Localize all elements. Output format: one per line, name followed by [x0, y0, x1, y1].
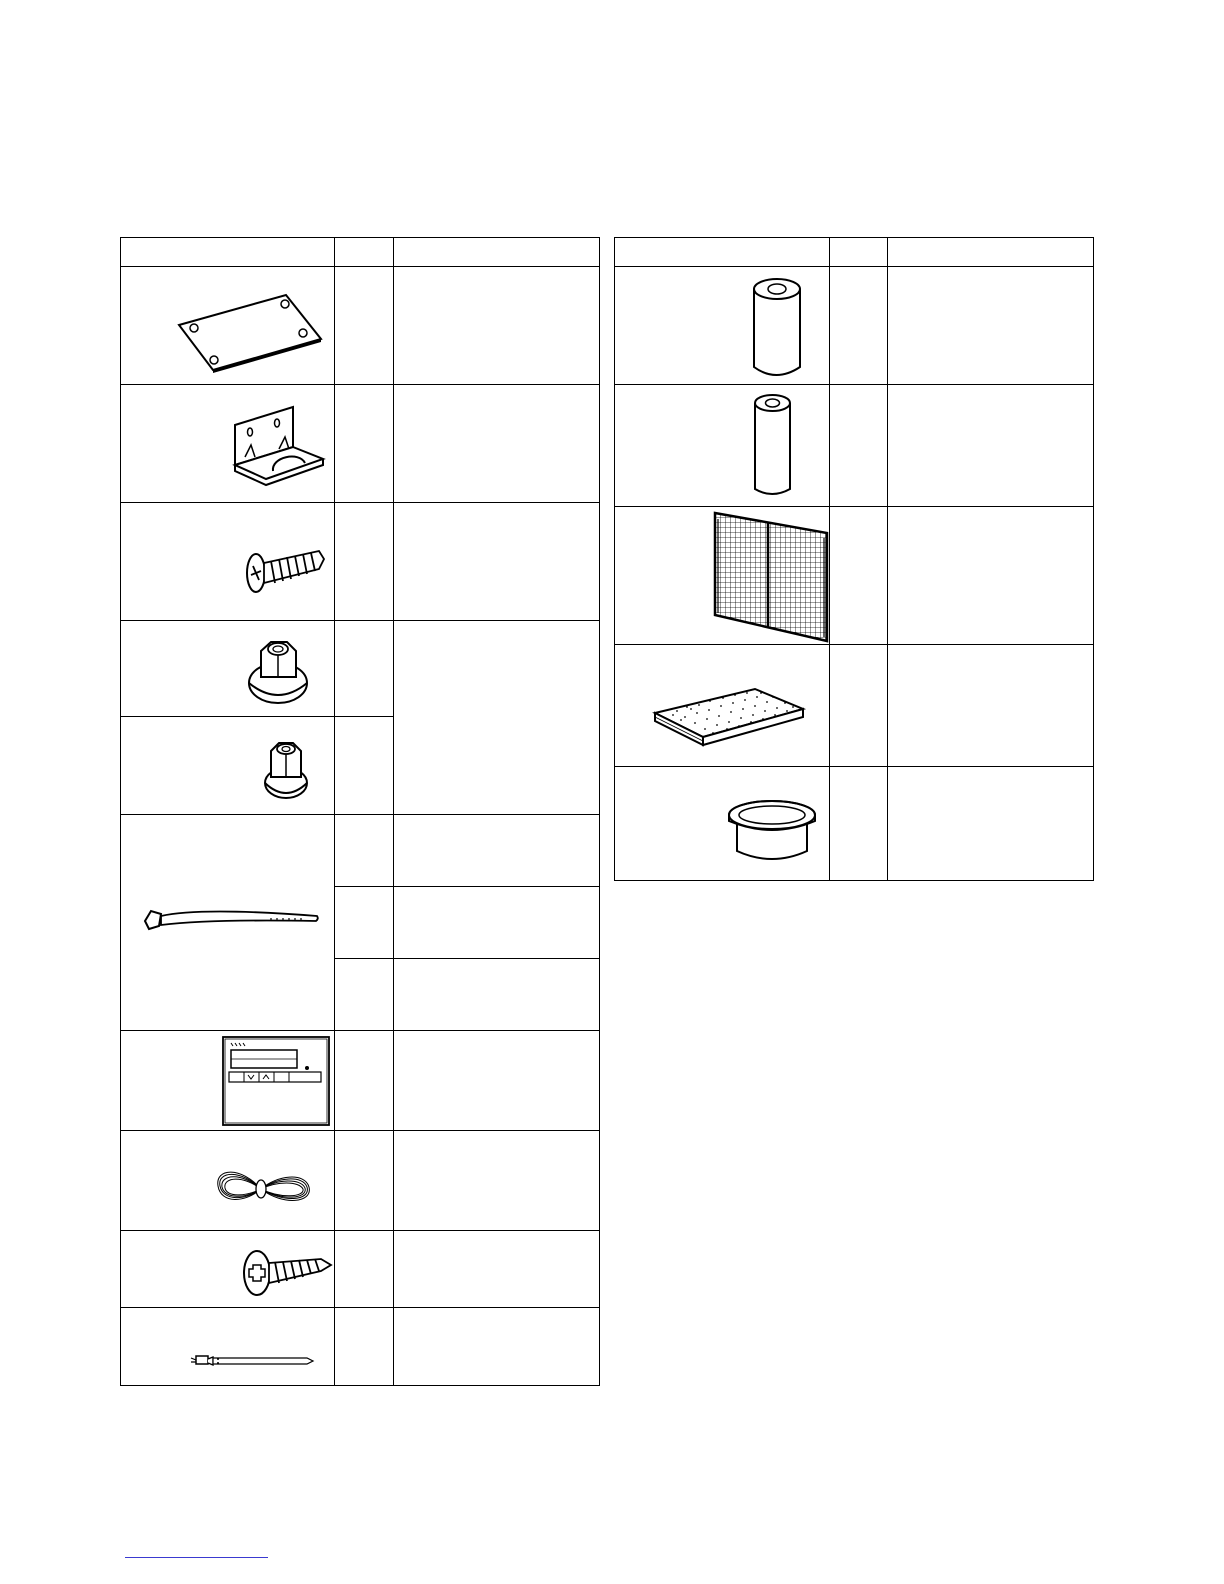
- coiled-wire-icon: [121, 1131, 335, 1231]
- desc-cell: [888, 507, 1094, 645]
- header-part: [121, 238, 335, 267]
- header-qty: [830, 238, 888, 267]
- desc-cell: [394, 503, 600, 621]
- part-figure-cell: [121, 621, 335, 717]
- qty-cell: [335, 1308, 394, 1386]
- flat-plate-with-holes-icon: [121, 267, 335, 385]
- table-header-row: [121, 238, 600, 267]
- table-row: [121, 1031, 600, 1131]
- wood-screw-icon: [121, 1231, 335, 1308]
- table-row: [121, 267, 600, 385]
- desc-cell: [888, 385, 1094, 507]
- qty-cell: [335, 959, 394, 1031]
- part-figure-cell: [121, 1031, 335, 1131]
- truss-head-screw-icon: [121, 503, 335, 621]
- qty-cell: [830, 267, 888, 385]
- right-accessory-table: [614, 237, 1094, 881]
- table-row: [121, 1131, 600, 1231]
- header-part: [615, 238, 830, 267]
- left-accessory-table: [120, 237, 600, 1386]
- qty-cell: [335, 1031, 394, 1131]
- table-row: [121, 621, 600, 717]
- sealing-sponge-icon: [615, 645, 830, 767]
- desc-cell: [394, 959, 600, 1031]
- desc-cell: [394, 1231, 600, 1308]
- qty-cell: [830, 767, 888, 881]
- part-figure-cell: [121, 385, 335, 503]
- table-row: [615, 767, 1094, 881]
- qty-cell: [335, 267, 394, 385]
- table-row: [615, 507, 1094, 645]
- drain-bushing-icon: [615, 767, 830, 881]
- desc-cell: [888, 267, 1094, 385]
- table-row: [121, 1308, 600, 1386]
- qty-cell: [335, 1131, 394, 1231]
- header-usage: [394, 238, 600, 267]
- part-figure-cell: [121, 815, 335, 1031]
- temperature-sensor-icon: [121, 1308, 335, 1386]
- qty-cell: [335, 1231, 394, 1308]
- desc-cell: [394, 815, 600, 887]
- part-figure-cell: [121, 267, 335, 385]
- table-row: [615, 385, 1094, 507]
- qty-cell: [335, 503, 394, 621]
- part-figure-cell: [615, 385, 830, 507]
- table-row: [615, 267, 1094, 385]
- table-row: [121, 815, 600, 887]
- part-figure-cell: [121, 1131, 335, 1231]
- air-filter-icon: [615, 507, 830, 645]
- washer-nut-large-icon: [121, 621, 335, 717]
- table-row: [121, 1231, 600, 1308]
- part-figure-cell: [121, 503, 335, 621]
- part-figure-cell: [615, 507, 830, 645]
- qty-cell: [335, 621, 394, 717]
- part-figure-cell: [615, 767, 830, 881]
- footer-link-underline[interactable]: [125, 1557, 268, 1558]
- header-usage: [888, 238, 1094, 267]
- header-qty: [335, 238, 394, 267]
- part-figure-cell: [121, 1231, 335, 1308]
- insulation-tube-small-icon: [615, 385, 830, 507]
- desc-cell: [888, 767, 1094, 881]
- part-figure-cell: [121, 1308, 335, 1386]
- desc-cell: [394, 267, 600, 385]
- cable-tie-icon: [121, 815, 335, 1031]
- remote-controller-icon: [121, 1031, 335, 1131]
- desc-cell: [394, 385, 600, 503]
- desc-cell: [888, 645, 1094, 767]
- qty-cell: [335, 887, 394, 959]
- desc-cell: [394, 1308, 600, 1386]
- part-figure-cell: [121, 717, 335, 815]
- washer-nut-small-icon: [121, 717, 335, 815]
- table-row: [121, 503, 600, 621]
- table-header-row: [615, 238, 1094, 267]
- desc-cell: [394, 621, 600, 815]
- part-figure-cell: [615, 267, 830, 385]
- qty-cell: [830, 385, 888, 507]
- qty-cell: [335, 385, 394, 503]
- table-row: [615, 645, 1094, 767]
- qty-cell: [830, 507, 888, 645]
- part-figure-cell: [615, 645, 830, 767]
- desc-cell: [394, 887, 600, 959]
- desc-cell: [394, 1031, 600, 1131]
- insulation-tube-large-icon: [615, 267, 830, 385]
- desc-cell: [394, 1131, 600, 1231]
- qty-cell: [335, 815, 394, 887]
- mounting-bracket-icon: [121, 385, 335, 503]
- qty-cell: [830, 645, 888, 767]
- qty-cell: [335, 717, 394, 815]
- table-row: [121, 385, 600, 503]
